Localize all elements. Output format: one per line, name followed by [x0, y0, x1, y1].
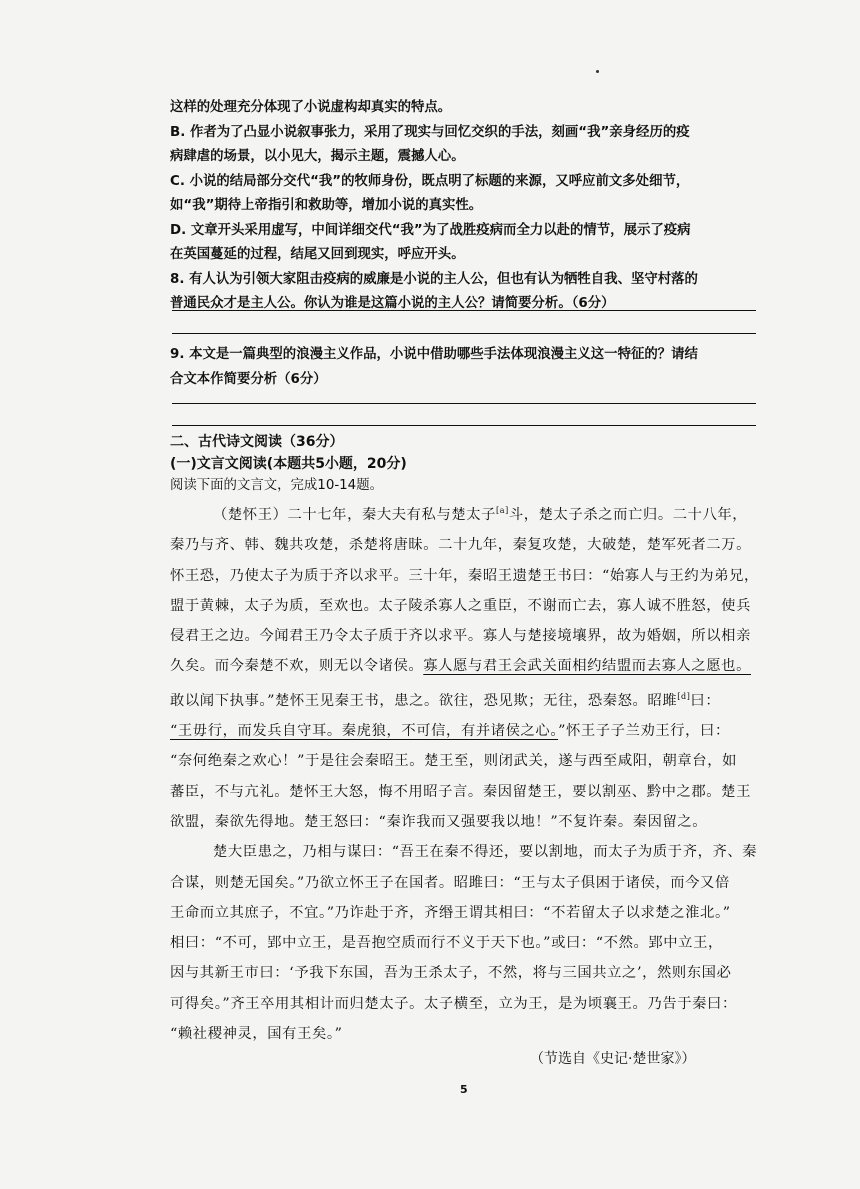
passage-source: （节选自《史记·楚世家》）	[530, 1051, 696, 1067]
option-d-line1: D. 文章开头采用虚写，中间详细交代“我”为了战胜疫病而全力以赴的情节，展示了疫病	[170, 222, 691, 238]
section-header	[170, 431, 760, 497]
answer-line[interactable]	[172, 425, 756, 426]
question-9-line1: 9. 本文是一篇典型的浪漫主义作品，小说中借助哪些手法体现浪漫主义这一特征的？请结	[170, 347, 698, 362]
underlined-sentence: “王毋行，而发兵自守耳。秦虎狼，不可信，有并诸侯之心。	[170, 723, 559, 740]
page-number: 5	[460, 1083, 468, 1096]
classical-passage	[170, 496, 760, 1049]
passage-line: 怀王恐，乃使太子为质于齐以求平。三十年，秦昭王遗楚王书曰：“始寡人与王约为弟兄，	[170, 567, 759, 584]
option-a-continuation: 这样的处理充分体现了小说虚构却真实的特点。	[170, 100, 452, 115]
option-c-line2: 如“我”期待上帝指引和救助等，增加小说的真实性。	[170, 198, 483, 213]
passage-line: 侵君王之边。今闻君王乃令太子质于齐以求平。寡人与楚接境壤界，故为婚姻，所以相亲	[170, 628, 751, 645]
question-9-line2: 合文本作简要分析（6分）	[170, 371, 327, 387]
question-8-line2: 普通民众才是主人公。你认为谁是这篇小说的主人公？请简要分析。（6分）	[170, 296, 615, 311]
question-9	[170, 343, 760, 392]
answer-line[interactable]	[172, 310, 756, 311]
option-d-line2: 在英国蔓延的过程，结尾又回到现实，呼应开头。	[170, 247, 465, 262]
passage-line: “王毋行，而发兵自守耳。秦虎狼，不可信，有并诸侯之心。”怀王子子兰劝王行，曰：	[170, 723, 730, 740]
passage-line: 盟于黄棘，太子为质，至欢也。太子陵杀寡人之重臣，不谢而亡去，寡人诚不胜怒，使兵	[170, 597, 751, 614]
section-title: 二、古代诗文阅读（36分）	[170, 434, 344, 450]
passage-line: 王命而立其庶子，不宜。”乃诈赴于齐，齐缗王谓其相曰：“不若留太子以求楚之淮北。”	[170, 904, 731, 921]
question-8-line1: 8. 有人认为引领大家阻击疫病的威廉是小说的主人公，但也有认为牺牲自我、坚守村落的	[170, 271, 698, 287]
passage-line: 蕃臣，不与亢礼。楚怀王大怒，悔不用昭子言。秦因留楚王，要以割巫、黔中之郡。楚王	[170, 783, 751, 800]
answer-options	[170, 96, 760, 317]
option-b-line2: 病肆虐的场景，以小见大，揭示主题，震撼人心。	[170, 149, 465, 164]
scan-speck	[596, 70, 599, 73]
underlined-sentence: 寡人愿与君王会武关面相约结盟而去寡人之愿也。	[423, 658, 751, 675]
passage-line: 楚大臣患之，乃相与谋曰：“吾王在秦不得还，要以割地，而太子为质于齐，齐、秦	[213, 844, 758, 861]
passage-line: “赖社稷神灵，国有王矣。”	[170, 1026, 343, 1043]
passage-line: 相曰：“不可，郢中立王，是吾抱空质而行不义于天下也。”或曰：“不然。郢中立王，	[170, 935, 723, 952]
option-b-line1: B. 作者为了凸显小说叙事张力，采用了现实与回忆交织的手法，刻画“我”亲身经历的疫	[170, 124, 690, 140]
answer-line[interactable]	[172, 333, 756, 334]
answer-line[interactable]	[172, 403, 756, 404]
section-subtitle: (一)文言文阅读(本题共5小题，20分)	[170, 456, 407, 472]
passage-line: 因与其新王市曰：‘予我下东国，吾为王杀太子，不然，将与三国共立之’，然则东国必	[170, 965, 732, 982]
option-c-line1: C. 小说的结局部分交代“我”的牧师身份，既点明了标题的来源，又呼应前文多处细节，	[170, 173, 690, 189]
passage-line: “奈何绝秦之欢心！”于是往会秦昭王。楚王至，则闭武关，遂与西至咸阳，朝章台，如	[170, 753, 737, 770]
passage-line: （楚怀王）二十七年，秦大夫有私与楚太子[a]斗，楚太子杀之而亡归。二十八年，	[213, 506, 748, 523]
section-instruction: 阅读下面的文言文，完成10-14题。	[170, 478, 383, 493]
passage-line: 欲盟，秦欲先得地。楚王怒曰：“秦诈我而又强要我以地！”不复许秦。秦因留之。	[170, 813, 708, 830]
passage-line: 可得矣。”齐王卒用其相计而归楚太子。太子横至，立为王，是为顷襄王。乃告于秦曰：	[170, 995, 737, 1012]
passage-line: 合谋，则楚无国矣。”乃欲立怀王子在国者。昭雎曰：“王与太子俱困于诸侯，而今又倍	[170, 874, 730, 891]
passage-line: 敢以闻下执事。”楚怀王见秦王书，患之。欲往，恐见欺；无往，恐秦怒。昭雎[d]曰：	[170, 691, 721, 709]
passage-line: 久矣。而今秦楚不欢，则无以令诸侯。寡人愿与君王会武关面相约结盟而去寡人之愿也。	[170, 658, 751, 675]
passage-line: 秦乃与齐、韩、魏共攻楚，杀楚将唐昧。二十九年，秦复攻楚，大破楚，楚军死者二万。	[170, 537, 751, 554]
